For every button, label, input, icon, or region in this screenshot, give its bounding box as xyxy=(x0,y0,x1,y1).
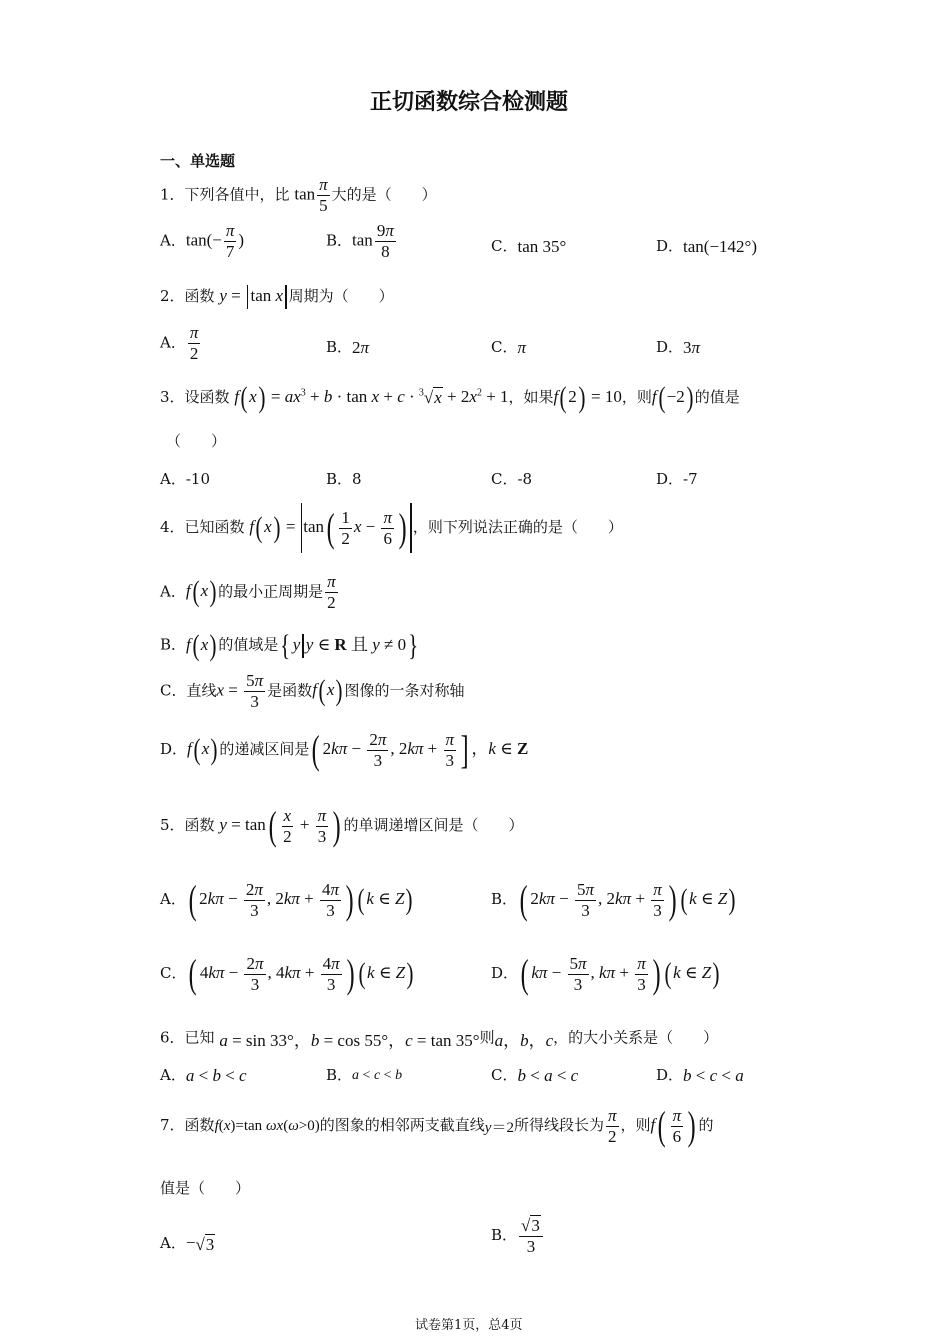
q4-option-b[interactable]: B．f(x) 的值域是{ y y ∈ R 且 y ≠ 0} xyxy=(160,628,419,663)
question-3: 3．设函数 $f(x) = ax^3 + b \cdot \tan x + c \cdot ^3√x + 2x^2 + 1$，如果f(2) = 10，则f(−2) 的值是 xyxy=(160,381,740,414)
q1-option-c[interactable]: C．tan 35° xyxy=(491,237,567,256)
section-heading: 一、单选题 xyxy=(160,152,236,170)
q2-option-b[interactable]: B．2π xyxy=(326,338,370,357)
q6-option-d[interactable]: D．b < c < a xyxy=(656,1066,744,1085)
q1-suffix: 大的是（ ） xyxy=(331,185,437,204)
q3-option-d[interactable]: D．-7 xyxy=(656,470,698,488)
question-1 xyxy=(160,176,437,215)
q6-option-a[interactable]: A．a < b < c xyxy=(160,1066,247,1085)
page-footer: 试卷第1页，总4页 xyxy=(415,1318,523,1333)
question-4: 4．已知函数 f(x) = tan( $\frac{1}{2}$ x − $\frac{\pi}{6}$ ) ，则下列说法正确的是（ ） xyxy=(160,503,623,553)
q4-option-a[interactable]: A．f(x) 的最小正周期是 $\frac{\pi}{2}$ xyxy=(160,572,336,612)
page-title: 正切函数综合检测题 xyxy=(370,90,569,115)
q2-option-d[interactable]: D．3π xyxy=(656,338,701,357)
q1-option-b[interactable]: B．tan $\frac{9\pi}{8}$ xyxy=(326,221,394,261)
q3-option-b[interactable]: B．8 xyxy=(326,470,362,488)
q4-option-d[interactable]: D．f(x) 的递减区间是( 2kπ − $\frac{2\pi}{3}$ , 2kπ + $\frac{\pi}{3}$ ] ，k ∈ Z xyxy=(160,727,529,772)
q4-function: f(x) = tan( $\frac{1}{2}$ x − $\frac{\pi}{6}$ ) xyxy=(249,503,412,553)
q2-option-a[interactable]: A． $\frac{\pi}{2}$ xyxy=(160,323,199,363)
q6-option-b[interactable]: B．a < c < b xyxy=(326,1066,403,1084)
q1-number: 1． xyxy=(160,185,185,204)
q2-expression: y = tan x xyxy=(219,285,288,309)
q4-option-c[interactable]: C．直线x = $\frac{5\pi}{3}$ 是函数f(x) 图像的一条对称轴 xyxy=(160,671,465,711)
q3-option-a[interactable]: A．-10 xyxy=(160,470,210,488)
q3-function: $f(x) = ax^3 + b \cdot \tan x + c \cdot ^3√x + 2x^2 + 1$ xyxy=(234,381,509,414)
question-2: 2．函数 y = tan x 周期为（ ） xyxy=(160,285,394,309)
q1-text: 下列各值中，比 xyxy=(184,185,290,204)
q5-option-d[interactable]: D．( kπ − $\frac{5\pi}{3}$ , kπ + $\frac{\pi}{3}$ ) (k ∈ Z) xyxy=(491,951,720,996)
q2-option-c[interactable]: C．π xyxy=(491,338,527,357)
q1-expression: tan $\frac{\pi}{5}$ xyxy=(294,175,328,215)
q5-option-a[interactable]: A．( 2kπ − $\frac{2\pi}{3}$ , 2kπ + $\frac{4\pi}{3}$ ) (k ∈ Z) xyxy=(160,877,413,922)
q5-option-c[interactable]: C．( 4kπ − $\frac{2\pi}{3}$ , 4kπ + $\frac{4\pi}{3}$ ) (k ∈ Z) xyxy=(160,951,414,996)
q7-option-a[interactable]: A．−√3 xyxy=(160,1233,215,1254)
question-6: 6．已知 a = sin 33°，b = cos 55°，c = tan 35°则a，b，c，的大小关系是（ ） xyxy=(160,1028,719,1050)
q6-option-c[interactable]: C．b < a < c xyxy=(491,1066,579,1085)
question-5: 5．函数 y = tan( $\frac{x}{2}$ + $\frac{\pi}{3}$ ) 的单调递增区间是（ ） xyxy=(160,803,524,848)
q1-option-a[interactable]: A．tan(− $\frac{\pi}{7}$ ) xyxy=(160,221,245,261)
q3-blank: （ ） xyxy=(166,432,227,450)
q5-option-b[interactable]: B．( 2kπ − $\frac{5\pi}{3}$ , 2kπ + $\frac{\pi}{3}$ ) (k ∈ Z) xyxy=(491,877,736,922)
q7-line-2: 值是（ ） xyxy=(160,1179,251,1197)
q3-option-c[interactable]: C．-8 xyxy=(491,470,533,488)
q1-option-d[interactable]: D．tan(−142°) xyxy=(656,237,758,256)
q7-option-b[interactable]: B． $\frac{√3}{3}$ xyxy=(491,1216,545,1256)
question-7: 7．函数f(x)=tan ωx(ω>0)的图象的相邻两支截直线y＝2所得线段长为 $\frac{\pi}{2}$ ，则f( $\frac{\pi}{6}$ ) 的 xyxy=(160,1103,714,1148)
q5-function: y = tan( $\frac{x}{2}$ + $\frac{\pi}{3}$ ) xyxy=(219,803,341,848)
